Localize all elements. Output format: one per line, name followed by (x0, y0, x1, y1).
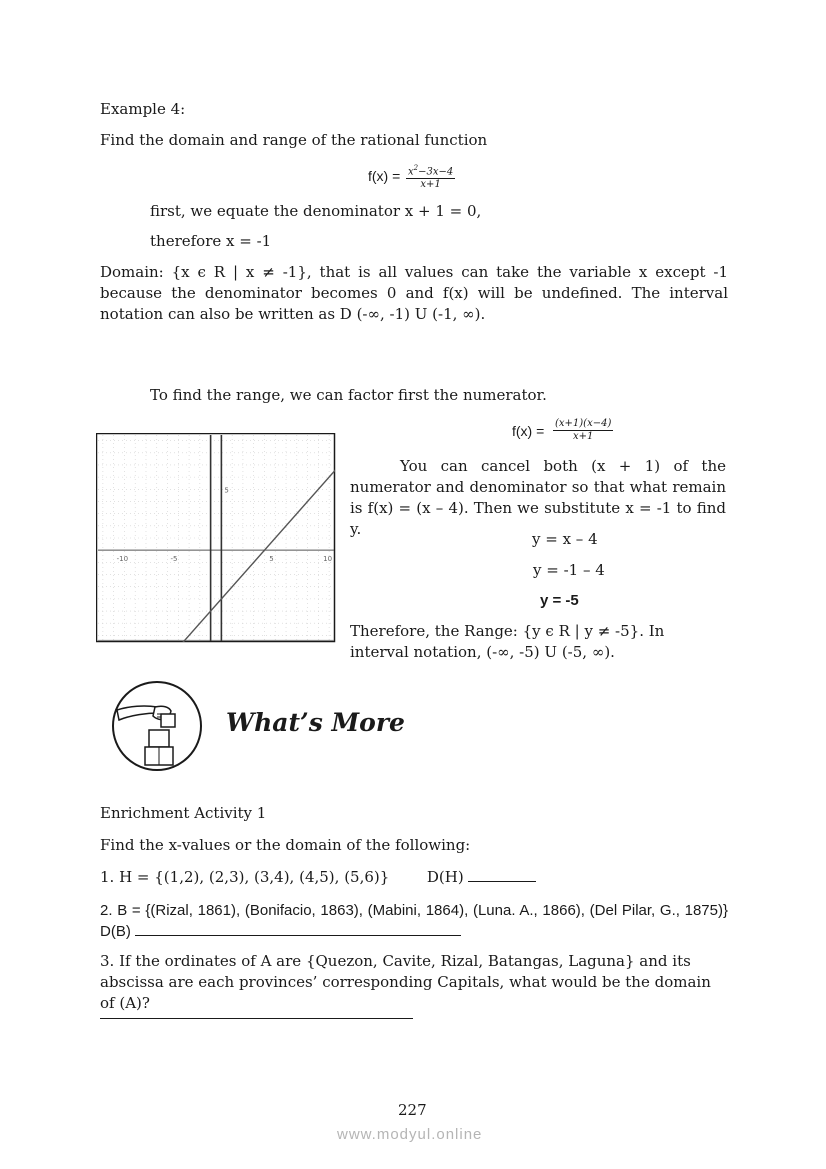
hand-stacking-blocks-icon (111, 680, 203, 772)
activity-prompt: Find the x-values or the domain of the following: (100, 836, 471, 854)
step-equate-denominator: first, we equate the denominator x + 1 = 0, (150, 202, 482, 220)
function-label: f(x) = (368, 168, 401, 184)
equation-result: y = -5 (540, 592, 579, 609)
x-tick-label: -10 (116, 555, 129, 564)
factored-denominator: x+1 (572, 431, 594, 442)
line-graph (96, 433, 336, 643)
x-tick-label: 5 (269, 555, 274, 564)
question-2-answer-blank[interactable] (135, 935, 461, 936)
watermark: www.modyul.online (337, 1126, 483, 1143)
function-denominator: x+1 (420, 179, 441, 191)
example-title: Example 4: (100, 100, 186, 118)
y-tick-label: 5 (224, 486, 229, 495)
domain-paragraph: Domain: {x ϵ R | x ≠ -1}, that is all values can take the variable x except -1 because the denominator becomes 0 and f(x) will be undefined. The interval notation can also be written as D (-∞, -1) U (-1, ∞). (100, 263, 728, 323)
function-numerator: $x^2-3x-4$ (408, 164, 454, 178)
question-1-text: 1. H = {(1,2), (2,3), (3,4), (4,5), (5,6)} (100, 868, 390, 886)
factored-numerator: (x+1)(x−4) (555, 418, 612, 429)
cancel-paragraph: You can cancel both (x + 1) of the numerator and denominator so that what remain is f(x) = (x – 4). Then we substitute x = -1 to find y. (350, 457, 726, 538)
factored-function-label: f(x) = (512, 423, 545, 439)
section-title: What’s More (226, 708, 405, 737)
range-intro: To find the range, we can factor first the numerator. (150, 386, 547, 404)
range-paragraph: Therefore, the Range: {y ϵ R | y ≠ -5}. In interval notation, (-∞, -5) U (-5, ∞). (350, 622, 665, 661)
equation-2: y = -1 – 4 (533, 561, 605, 579)
step-solve-x: therefore x = -1 (150, 232, 272, 250)
question-1 (100, 868, 536, 886)
example-prompt: Find the domain and range of the rational function (100, 131, 488, 149)
question-3: 3. If the ordinates of A are {Quezon, Cavite, Rizal, Batangas, Laguna} and its abscissa are each provinces’ corresponding Capitals, what would be the domain of (A)? (100, 952, 711, 1012)
question-3-answer-blank[interactable] (100, 1018, 413, 1019)
x-tick-label: 10 (323, 555, 333, 564)
equation-1: y = x – 4 (532, 530, 598, 548)
page-number: 227 (398, 1101, 427, 1119)
question-1-answer-label: D(H) (426, 868, 464, 886)
activity-title: Enrichment Activity 1 (100, 804, 267, 822)
function-fraction (406, 162, 455, 191)
factored-function-fraction (553, 418, 613, 443)
question-2 (100, 900, 728, 942)
question-2-text: 2. B = {(Rizal, 1861), (Bonifacio, 1863), (Mabini, 1864), (Luna. A., 1866), (Del Pilar, G., 1875)} (100, 902, 728, 919)
question-1-answer-blank[interactable] (468, 881, 536, 882)
question-2-answer-label: D(B) (100, 923, 131, 940)
x-tick-label: -5 (170, 555, 178, 564)
